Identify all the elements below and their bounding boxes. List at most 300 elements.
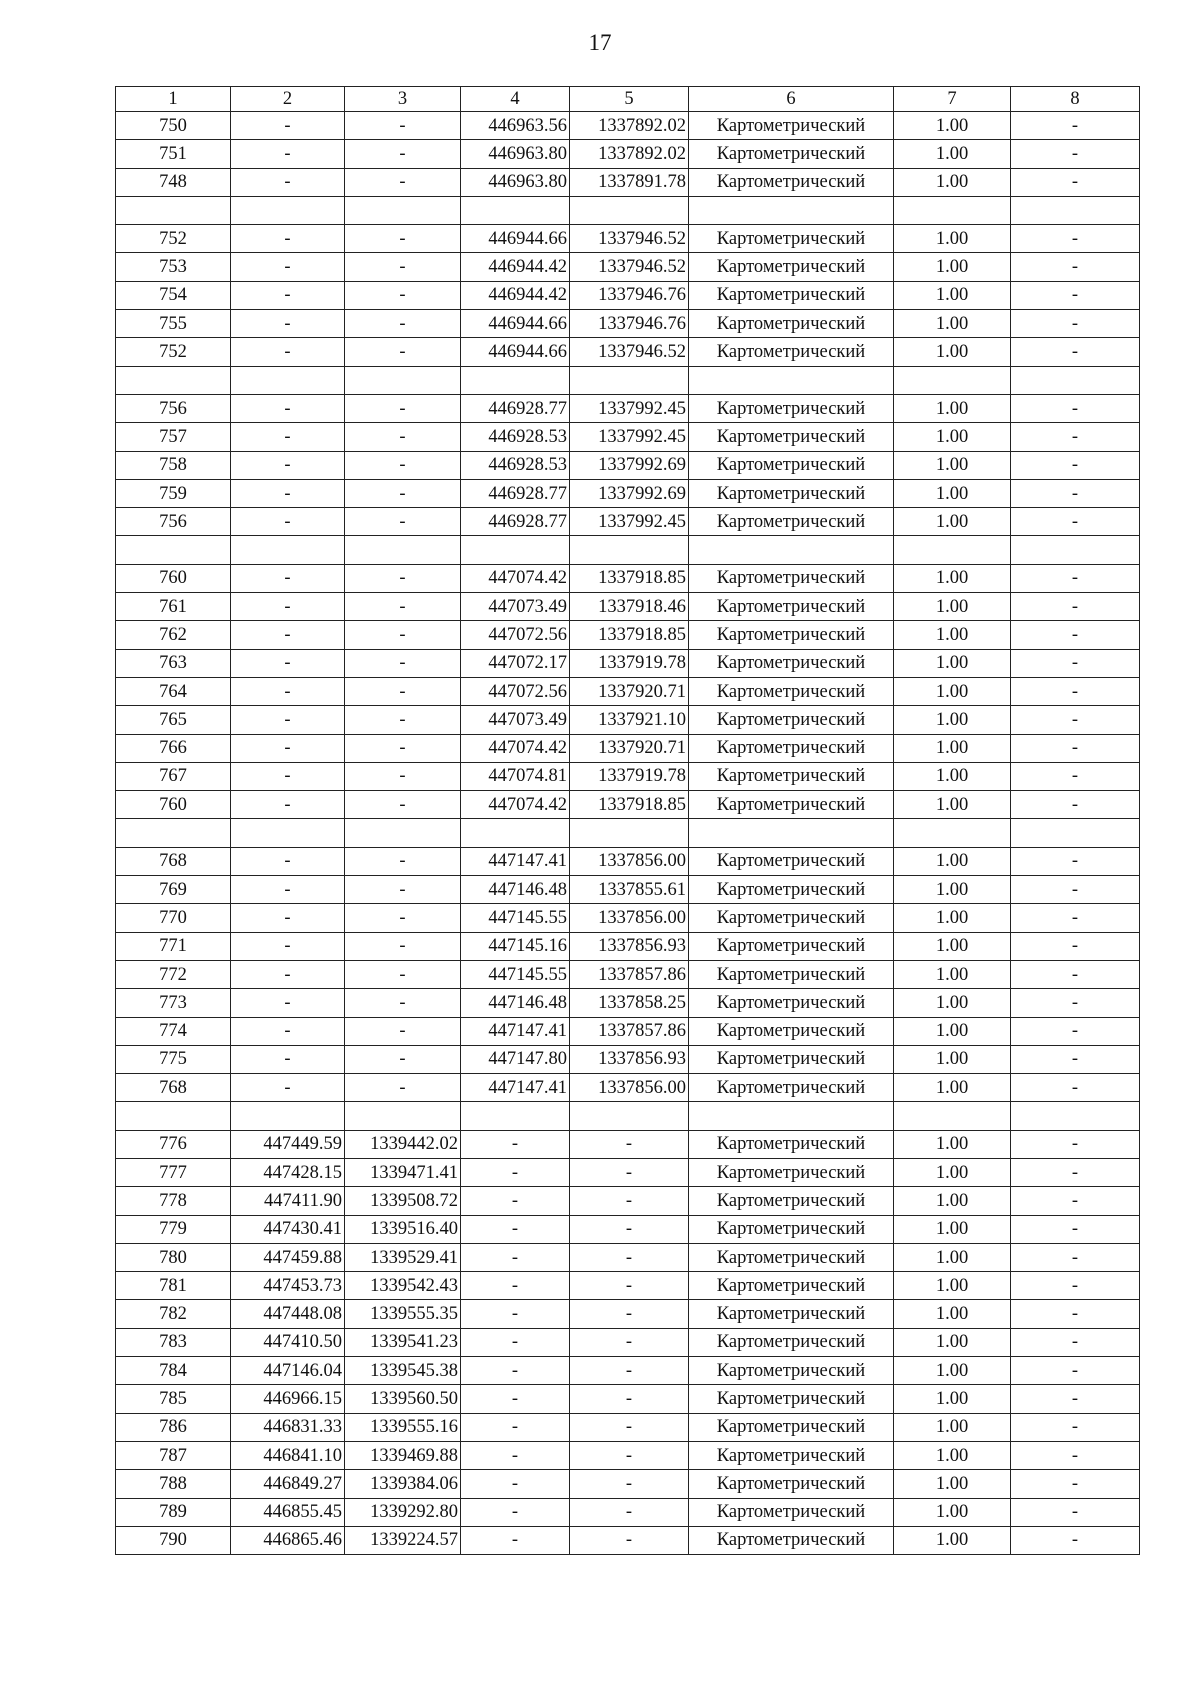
table-cell-col-3: -	[345, 140, 461, 168]
separator-row	[116, 819, 1140, 847]
table-cell-col-3: -	[345, 225, 461, 253]
table-cell-col-2: -	[231, 593, 345, 621]
table-cell-col-4: 447145.55	[461, 960, 570, 988]
table-cell-col-3: -	[345, 1017, 461, 1045]
table-cell-col-4: -	[461, 1215, 570, 1243]
table-cell-col-8: -	[1011, 1470, 1140, 1498]
table-cell-col-4	[461, 819, 570, 847]
table-row	[116, 904, 1140, 932]
table-cell-col-4	[461, 196, 570, 224]
table-cell-col-1	[116, 536, 231, 564]
table-cell-col-4: 447072.56	[461, 621, 570, 649]
table-cell-col-5	[570, 536, 689, 564]
table-cell-col-1: 785	[116, 1385, 231, 1413]
table-cell-col-8	[1011, 366, 1140, 394]
table-cell-col-7	[894, 819, 1011, 847]
table-cell-col-4: -	[461, 1187, 570, 1215]
table-cell-col-6: Картометрический	[689, 168, 894, 196]
table-cell-col-1: 761	[116, 593, 231, 621]
table-cell-col-4: 447074.42	[461, 734, 570, 762]
table-cell-col-1: 778	[116, 1187, 231, 1215]
table-cell-col-4: -	[461, 1272, 570, 1300]
table-cell-col-1: 764	[116, 677, 231, 705]
table-cell-col-7: 1.00	[894, 423, 1011, 451]
table-cell-col-5: 1337857.86	[570, 1017, 689, 1045]
table-cell-col-6: Картометрический	[689, 989, 894, 1017]
table-cell-col-3: -	[345, 593, 461, 621]
table-row	[116, 1045, 1140, 1073]
separator-row	[116, 196, 1140, 224]
table-cell-col-5: -	[570, 1300, 689, 1328]
column-header-3: 3	[345, 87, 461, 112]
table-cell-col-5: 1337892.02	[570, 140, 689, 168]
table-cell-col-4: 446944.66	[461, 338, 570, 366]
table-row	[116, 593, 1140, 621]
table-cell-col-6: Картометрический	[689, 1187, 894, 1215]
table-cell-col-4	[461, 536, 570, 564]
table-cell-col-1	[116, 1102, 231, 1130]
table-cell-col-6	[689, 196, 894, 224]
table-row	[116, 932, 1140, 960]
table-cell-col-4: 446928.77	[461, 394, 570, 422]
page-number: 17	[588, 30, 612, 55]
table-cell-col-7	[894, 196, 1011, 224]
table-cell-col-2: -	[231, 932, 345, 960]
table-row	[116, 1413, 1140, 1441]
table-cell-col-1: 787	[116, 1441, 231, 1469]
table-cell-col-4: 446963.56	[461, 112, 570, 140]
table-cell-col-8: -	[1011, 1215, 1140, 1243]
table-cell-col-7: 1.00	[894, 140, 1011, 168]
table-cell-col-4	[461, 1102, 570, 1130]
table-cell-col-6	[689, 819, 894, 847]
column-header-6: 6	[689, 87, 894, 112]
table-cell-col-7: 1.00	[894, 253, 1011, 281]
table-cell-col-4: -	[461, 1470, 570, 1498]
table-row	[116, 706, 1140, 734]
table-header-row	[116, 87, 1140, 112]
table-cell-col-3: 1339469.88	[345, 1441, 461, 1469]
table-cell-col-2: 447410.50	[231, 1328, 345, 1356]
table-cell-col-7: 1.00	[894, 649, 1011, 677]
table-row	[116, 253, 1140, 281]
table-cell-col-6: Картометрический	[689, 1498, 894, 1526]
table-cell-col-4: 447073.49	[461, 706, 570, 734]
table-cell-col-6: Картометрический	[689, 1158, 894, 1186]
table-cell-col-1: 768	[116, 1074, 231, 1102]
table-cell-col-5: -	[570, 1526, 689, 1554]
table-row	[116, 140, 1140, 168]
table-cell-col-2: 447459.88	[231, 1243, 345, 1271]
table-cell-col-3: -	[345, 338, 461, 366]
table-cell-col-2: -	[231, 847, 345, 875]
table-cell-col-6: Картометрический	[689, 1045, 894, 1073]
table-cell-col-5: 1337856.93	[570, 1045, 689, 1073]
table-cell-col-3: -	[345, 791, 461, 819]
table-cell-col-5: 1337918.85	[570, 791, 689, 819]
table-cell-col-2: 446855.45	[231, 1498, 345, 1526]
table-cell-col-5: -	[570, 1441, 689, 1469]
table-cell-col-7: 1.00	[894, 677, 1011, 705]
table-cell-col-6: Картометрический	[689, 1413, 894, 1441]
table-row	[116, 1158, 1140, 1186]
table-cell-col-1: 765	[116, 706, 231, 734]
table-cell-col-8: -	[1011, 1300, 1140, 1328]
table-cell-col-1: 756	[116, 394, 231, 422]
separator-row	[116, 536, 1140, 564]
table-cell-col-4	[461, 366, 570, 394]
table-cell-col-6: Картометрический	[689, 253, 894, 281]
table-cell-col-6: Картометрический	[689, 1074, 894, 1102]
table-cell-col-3: 1339555.35	[345, 1300, 461, 1328]
table-row	[116, 1130, 1140, 1158]
table-cell-col-5: -	[570, 1498, 689, 1526]
table-cell-col-5: 1337856.93	[570, 932, 689, 960]
table-cell-col-8: -	[1011, 762, 1140, 790]
table-cell-col-1	[116, 196, 231, 224]
table-cell-col-1: 790	[116, 1526, 231, 1554]
table-row	[116, 338, 1140, 366]
table-cell-col-2	[231, 196, 345, 224]
table-cell-col-3: 1339442.02	[345, 1130, 461, 1158]
table-cell-col-6: Картометрический	[689, 338, 894, 366]
table-cell-col-5: 1337918.85	[570, 621, 689, 649]
table-cell-col-3: -	[345, 847, 461, 875]
table-cell-col-6: Картометрический	[689, 621, 894, 649]
table-cell-col-2: 446841.10	[231, 1441, 345, 1469]
table-cell-col-6: Картометрический	[689, 734, 894, 762]
table-cell-col-4: -	[461, 1243, 570, 1271]
table-cell-col-3: -	[345, 451, 461, 479]
table-row	[116, 168, 1140, 196]
table-cell-col-7: 1.00	[894, 1498, 1011, 1526]
table-cell-col-8: -	[1011, 677, 1140, 705]
table-cell-col-1: 753	[116, 253, 231, 281]
table-cell-col-6: Картометрический	[689, 1526, 894, 1554]
table-cell-col-1: 779	[116, 1215, 231, 1243]
table-cell-col-4: 447074.42	[461, 791, 570, 819]
table-cell-col-2	[231, 1102, 345, 1130]
table-cell-col-2: -	[231, 253, 345, 281]
table-cell-col-1: 772	[116, 960, 231, 988]
table-cell-col-6: Картометрический	[689, 1441, 894, 1469]
table-cell-col-7: 1.00	[894, 1215, 1011, 1243]
table-cell-col-6: Картометрический	[689, 1328, 894, 1356]
table-cell-col-3: -	[345, 734, 461, 762]
table-cell-col-8: -	[1011, 310, 1140, 338]
table-row	[116, 564, 1140, 592]
table-cell-col-5: 1337992.45	[570, 394, 689, 422]
table-cell-col-8: -	[1011, 989, 1140, 1017]
table-row	[116, 1470, 1140, 1498]
coordinates-table	[115, 86, 1140, 1555]
table-cell-col-8: -	[1011, 281, 1140, 309]
table-cell-col-3	[345, 196, 461, 224]
table-cell-col-1: 777	[116, 1158, 231, 1186]
table-cell-col-6: Картометрический	[689, 932, 894, 960]
table-cell-col-8	[1011, 1102, 1140, 1130]
table-cell-col-7: 1.00	[894, 1385, 1011, 1413]
table-cell-col-5: 1337891.78	[570, 168, 689, 196]
table-cell-col-7	[894, 1102, 1011, 1130]
table-cell-col-1: 752	[116, 225, 231, 253]
table-cell-col-1: 770	[116, 904, 231, 932]
table-cell-col-7: 1.00	[894, 310, 1011, 338]
table-cell-col-5: 1337892.02	[570, 112, 689, 140]
table-cell-col-8: -	[1011, 253, 1140, 281]
table-cell-col-2: -	[231, 762, 345, 790]
table-cell-col-5: 1337992.45	[570, 508, 689, 536]
table-cell-col-8	[1011, 196, 1140, 224]
table-cell-col-7: 1.00	[894, 112, 1011, 140]
table-cell-col-4: 447072.56	[461, 677, 570, 705]
table-cell-col-8: -	[1011, 508, 1140, 536]
table-cell-col-2: 446849.27	[231, 1470, 345, 1498]
table-cell-col-2: 447453.73	[231, 1272, 345, 1300]
table-cell-col-6: Картометрический	[689, 677, 894, 705]
table-cell-col-7: 1.00	[894, 1130, 1011, 1158]
table-row	[116, 960, 1140, 988]
table-row	[116, 1017, 1140, 1045]
table-row	[116, 1074, 1140, 1102]
table-cell-col-1: 750	[116, 112, 231, 140]
table-cell-col-3: 1339516.40	[345, 1215, 461, 1243]
table-cell-col-8: -	[1011, 876, 1140, 904]
table-cell-col-3: -	[345, 281, 461, 309]
table-cell-col-6: Картометрический	[689, 1272, 894, 1300]
table-cell-col-1: 789	[116, 1498, 231, 1526]
table-cell-col-3	[345, 366, 461, 394]
table-cell-col-3: -	[345, 423, 461, 451]
table-cell-col-7: 1.00	[894, 1526, 1011, 1554]
table-cell-col-5: 1337919.78	[570, 649, 689, 677]
table-cell-col-8: -	[1011, 1272, 1140, 1300]
table-cell-col-8: -	[1011, 1526, 1140, 1554]
table-cell-col-3: 1339224.57	[345, 1526, 461, 1554]
table-cell-col-3: -	[345, 168, 461, 196]
table-cell-col-7: 1.00	[894, 508, 1011, 536]
table-cell-col-5: 1337946.76	[570, 281, 689, 309]
table-row	[116, 1385, 1140, 1413]
table-cell-col-4: 446928.53	[461, 451, 570, 479]
table-cell-col-6: Картометрический	[689, 593, 894, 621]
table-cell-col-8: -	[1011, 621, 1140, 649]
table-cell-col-8: -	[1011, 1498, 1140, 1526]
table-cell-col-5: 1337918.46	[570, 593, 689, 621]
table-row	[116, 1498, 1140, 1526]
table-cell-col-1: 781	[116, 1272, 231, 1300]
table-cell-col-3: -	[345, 621, 461, 649]
table-cell-col-5: 1337856.00	[570, 904, 689, 932]
table-cell-col-5	[570, 819, 689, 847]
table-cell-col-7: 1.00	[894, 960, 1011, 988]
table-cell-col-1: 782	[116, 1300, 231, 1328]
table-cell-col-7: 1.00	[894, 1158, 1011, 1186]
table-cell-col-7: 1.00	[894, 451, 1011, 479]
table-cell-col-2: -	[231, 310, 345, 338]
table-row	[116, 649, 1140, 677]
table-cell-col-6: Картометрический	[689, 791, 894, 819]
table-cell-col-2: 447146.04	[231, 1357, 345, 1385]
table-cell-col-2: -	[231, 677, 345, 705]
table-cell-col-6: Картометрический	[689, 508, 894, 536]
table-cell-col-5	[570, 196, 689, 224]
table-cell-col-7: 1.00	[894, 706, 1011, 734]
table-cell-col-7	[894, 536, 1011, 564]
table-cell-col-1: 788	[116, 1470, 231, 1498]
table-cell-col-6: Картометрический	[689, 1130, 894, 1158]
table-cell-col-7: 1.00	[894, 734, 1011, 762]
table-cell-col-2: 447430.41	[231, 1215, 345, 1243]
column-header-2: 2	[231, 87, 345, 112]
column-header-8: 8	[1011, 87, 1140, 112]
table-cell-col-8: -	[1011, 1045, 1140, 1073]
table-cell-col-8: -	[1011, 1243, 1140, 1271]
table-row	[116, 1357, 1140, 1385]
table-row	[116, 1300, 1140, 1328]
table-cell-col-2: -	[231, 451, 345, 479]
table-cell-col-8: -	[1011, 904, 1140, 932]
table-cell-col-4: 447147.41	[461, 847, 570, 875]
table-cell-col-1: 786	[116, 1413, 231, 1441]
table-cell-col-7: 1.00	[894, 338, 1011, 366]
table-cell-col-6: Картометрический	[689, 1357, 894, 1385]
table-cell-col-6: Картометрический	[689, 112, 894, 140]
table-cell-col-7: 1.00	[894, 394, 1011, 422]
table-cell-col-5: 1337946.52	[570, 253, 689, 281]
table-cell-col-2: -	[231, 876, 345, 904]
table-cell-col-2: -	[231, 479, 345, 507]
table-cell-col-1: 762	[116, 621, 231, 649]
table-cell-col-8: -	[1011, 394, 1140, 422]
table-cell-col-7: 1.00	[894, 791, 1011, 819]
table-cell-col-7: 1.00	[894, 1045, 1011, 1073]
table-cell-col-8: -	[1011, 564, 1140, 592]
table-cell-col-7: 1.00	[894, 1187, 1011, 1215]
table-cell-col-5: -	[570, 1413, 689, 1441]
table-cell-col-8: -	[1011, 593, 1140, 621]
table-cell-col-8: -	[1011, 225, 1140, 253]
table-cell-col-7: 1.00	[894, 1357, 1011, 1385]
table-cell-col-1: 756	[116, 508, 231, 536]
table-row	[116, 1243, 1140, 1271]
table-cell-col-5: 1337920.71	[570, 734, 689, 762]
table-cell-col-1: 754	[116, 281, 231, 309]
table-cell-col-6: Картометрический	[689, 479, 894, 507]
table-cell-col-4: 447145.16	[461, 932, 570, 960]
table-cell-col-5: -	[570, 1243, 689, 1271]
table-row	[116, 479, 1140, 507]
table-cell-col-3	[345, 819, 461, 847]
table-row	[116, 989, 1140, 1017]
table-cell-col-6: Картометрический	[689, 281, 894, 309]
table-cell-col-5: 1337921.10	[570, 706, 689, 734]
table-cell-col-7: 1.00	[894, 621, 1011, 649]
table-cell-col-6: Картометрический	[689, 310, 894, 338]
table-cell-col-8: -	[1011, 1130, 1140, 1158]
column-header-1: 1	[116, 87, 231, 112]
table-cell-col-7: 1.00	[894, 225, 1011, 253]
table-cell-col-7: 1.00	[894, 281, 1011, 309]
table-cell-col-7: 1.00	[894, 1441, 1011, 1469]
table-cell-col-7: 1.00	[894, 479, 1011, 507]
table-cell-col-3: -	[345, 253, 461, 281]
table-cell-col-5	[570, 366, 689, 394]
table-cell-col-2: -	[231, 281, 345, 309]
table-cell-col-8: -	[1011, 1328, 1140, 1356]
table-cell-col-6: Картометрический	[689, 960, 894, 988]
table-cell-col-8: -	[1011, 1441, 1140, 1469]
table-cell-col-3: -	[345, 904, 461, 932]
table-cell-col-3: 1339292.80	[345, 1498, 461, 1526]
table-cell-col-1	[116, 819, 231, 847]
table-cell-col-2: -	[231, 112, 345, 140]
table-cell-col-4: 446963.80	[461, 140, 570, 168]
table-row	[116, 762, 1140, 790]
table-cell-col-8: -	[1011, 960, 1140, 988]
table-cell-col-8: -	[1011, 479, 1140, 507]
table-cell-col-7: 1.00	[894, 564, 1011, 592]
table-cell-col-2: -	[231, 1045, 345, 1073]
table-cell-col-3: -	[345, 508, 461, 536]
table-cell-col-4: 447074.42	[461, 564, 570, 592]
table-cell-col-4: 447147.41	[461, 1074, 570, 1102]
table-cell-col-3: 1339542.43	[345, 1272, 461, 1300]
table-cell-col-8: -	[1011, 1158, 1140, 1186]
table-cell-col-8: -	[1011, 338, 1140, 366]
table-cell-col-5: -	[570, 1130, 689, 1158]
table-cell-col-3: 1339508.72	[345, 1187, 461, 1215]
table-cell-col-6: Картометрический	[689, 904, 894, 932]
table-cell-col-5: 1337920.71	[570, 677, 689, 705]
table-cell-col-5: -	[570, 1187, 689, 1215]
table-cell-col-4: 446944.42	[461, 253, 570, 281]
table-cell-col-2: 446966.15	[231, 1385, 345, 1413]
table-cell-col-3: -	[345, 762, 461, 790]
table-cell-col-4: -	[461, 1413, 570, 1441]
table-row	[116, 281, 1140, 309]
table-cell-col-4: 447072.17	[461, 649, 570, 677]
table-cell-col-3: -	[345, 989, 461, 1017]
table-cell-col-1: 760	[116, 564, 231, 592]
table-cell-col-1: 769	[116, 876, 231, 904]
table-cell-col-5: 1337946.52	[570, 338, 689, 366]
table-cell-col-2: -	[231, 225, 345, 253]
separator-row	[116, 366, 1140, 394]
table-cell-col-4: 447147.41	[461, 1017, 570, 1045]
table-cell-col-2: -	[231, 706, 345, 734]
table-cell-col-4: 447146.48	[461, 989, 570, 1017]
table-cell-col-5: 1337918.85	[570, 564, 689, 592]
table-cell-col-4: -	[461, 1130, 570, 1158]
table-cell-col-5: 1337855.61	[570, 876, 689, 904]
table-row	[116, 225, 1140, 253]
table-row	[116, 1215, 1140, 1243]
table-cell-col-7: 1.00	[894, 847, 1011, 875]
table-cell-col-7: 1.00	[894, 989, 1011, 1017]
table-cell-col-6: Картометрический	[689, 762, 894, 790]
table-cell-col-2: 447411.90	[231, 1187, 345, 1215]
column-header-7: 7	[894, 87, 1011, 112]
table-cell-col-5: 1337992.69	[570, 479, 689, 507]
table-cell-col-3: -	[345, 1074, 461, 1102]
table-cell-col-6: Картометрический	[689, 706, 894, 734]
table-cell-col-6: Картометрический	[689, 564, 894, 592]
table-cell-col-2: -	[231, 338, 345, 366]
table-cell-col-8: -	[1011, 423, 1140, 451]
table-cell-col-1: 767	[116, 762, 231, 790]
table-cell-col-6: Картометрический	[689, 423, 894, 451]
